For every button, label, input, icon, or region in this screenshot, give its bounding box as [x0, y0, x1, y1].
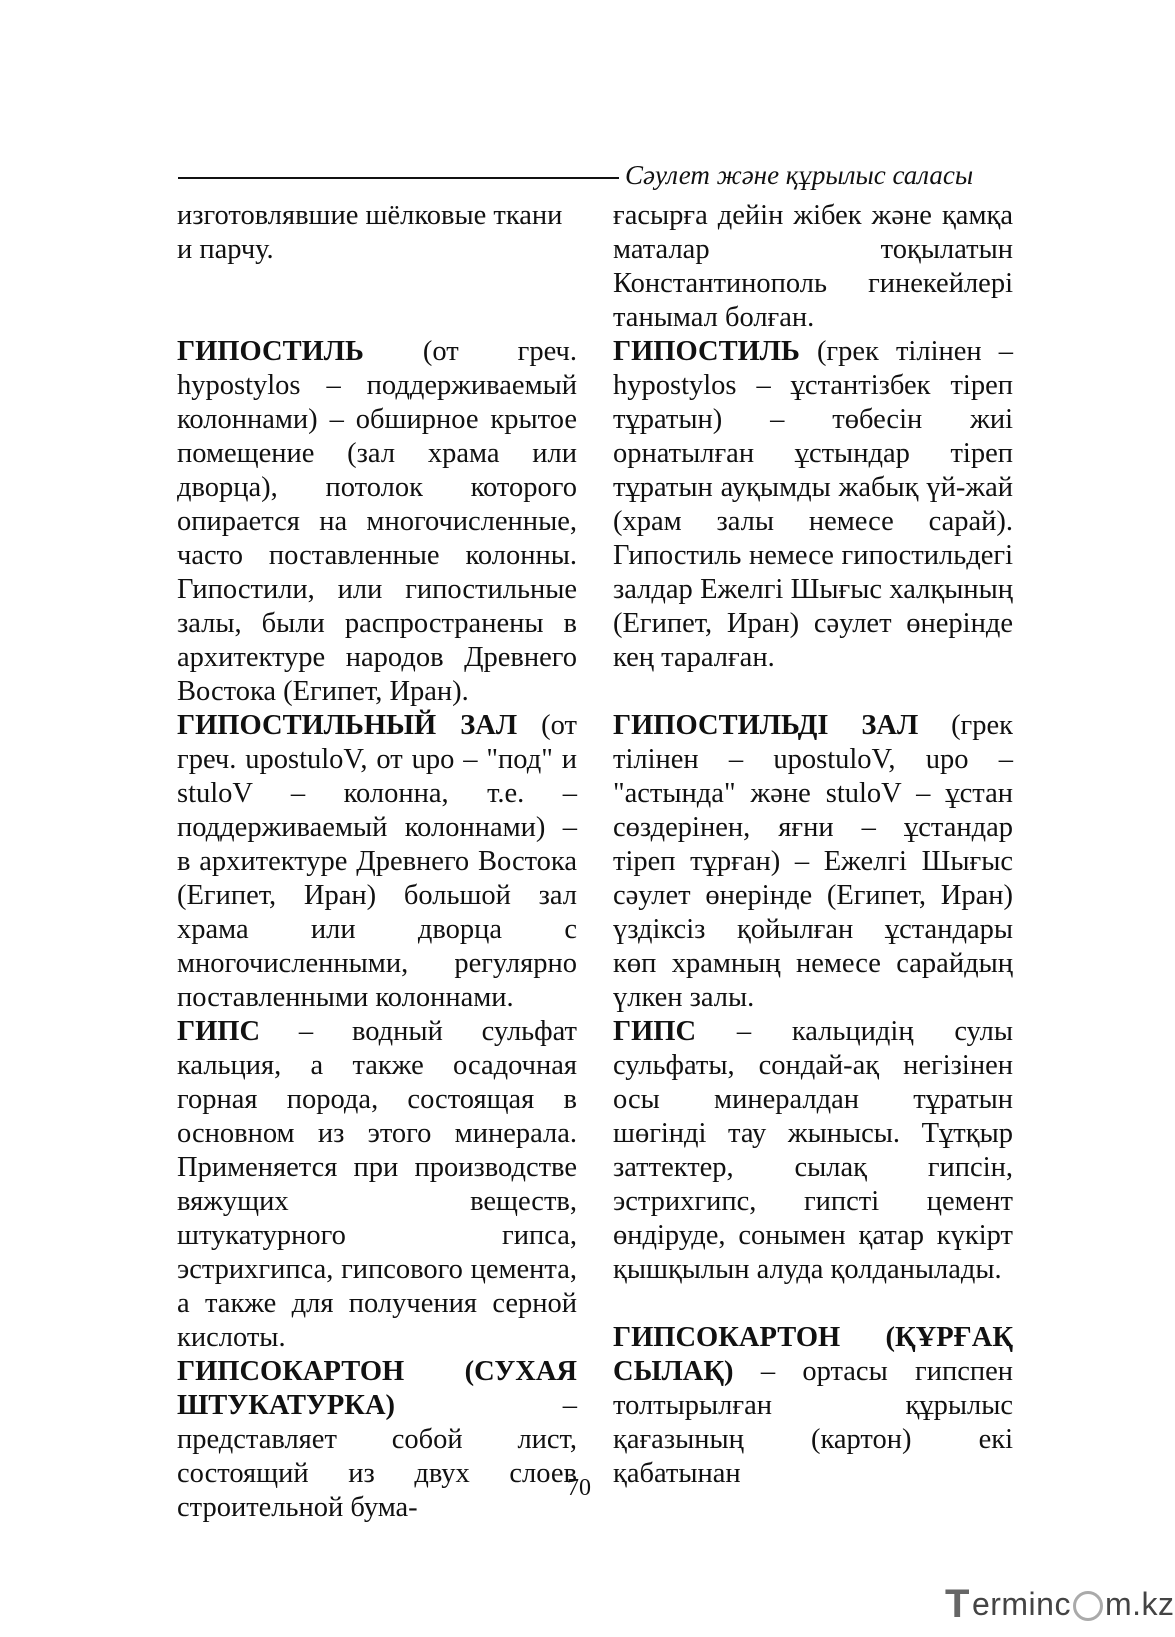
watermark-text: erminc: [971, 1586, 1071, 1622]
entry-term: ГИПС: [613, 1016, 697, 1047]
header-rule: [178, 177, 619, 179]
watermark-t: T: [945, 1582, 970, 1626]
entry-text: – ортасы гипспен толтырылған құрылыс қағазының (картон) екі қабатынан: [613, 1356, 1013, 1489]
entry-text: – представляет собой лист, состоящий из двух слоев строительной бума-: [177, 1390, 577, 1523]
entry-term: ГИПОСТИЛЬ: [177, 336, 364, 367]
right-entry-gypsum: [613, 1015, 1013, 1287]
entry-text: (от греч. upostuloV, от upo – "под" и stuloV – колонна, т.е. – поддерживаемый колоннами) – в архитектуре Древнего Востока (Египет, Иран) большой зал храма или дворца с многочисленными, регулярно поставленными колоннами.: [177, 710, 577, 1013]
watermark-logo: [945, 1582, 1175, 1627]
left-continuation: изготовлявшие шёлковые ткани и парчу.: [177, 200, 563, 265]
right-entry-drywall: [613, 1321, 1013, 1491]
entry-term: ГИПСОКАРТОН (ҚҰРҒАҚ СЫЛАҚ): [613, 1322, 1013, 1387]
entry-text: (грек тілінен – hypostylos – ұстантізбек тіреп тұратын) – төбесін жиі орнатылған ұстындар тіреп тұратын ауқымды жабық үй-жай (храм залы немесе сарай). Гипостиль немесе гипостильдегі залдар Ежелгі Шығыс халқының (Египет, Иран) сәулет өнерінде кең таралған.: [613, 336, 1013, 673]
entry-term: ГИПС: [177, 1016, 261, 1047]
entry-term: ГИПОСТИЛЬ: [613, 336, 800, 367]
left-entry-hypostyle: [177, 335, 577, 709]
left-column: [177, 199, 577, 1525]
entry-term: ГИПСОКАРТОН (СУХАЯ ШТУКАТУРКА): [177, 1356, 577, 1421]
magnifier-icon: [1073, 1591, 1103, 1621]
page-number: 70: [567, 1475, 591, 1501]
running-header: Сәулет және құрылыс саласы: [625, 160, 974, 190]
entry-text: – кальцидің сулы сульфаты, сондай-ақ негізінен осы минералдан тұратын шөгінді тау жынысы. Тұтқыр заттектер, сылақ гипсін, эстрихгипс, гипсті цемент өндіруде, сонымен қатар күкірт қышқылын алуда қолданылады.: [613, 1016, 1013, 1285]
entry-term: ГИПОСТИЛЬДІ ЗАЛ: [613, 710, 919, 741]
entry-text: (от греч. hypostylos – поддерживаемый колоннами) – обширное крытое помещение (зал храма или дворца), потолок которого опирается на многочисленные, часто поставленные колонны. Гипостили, или гипостильные залы, были распространены в архитектуре народов Древнего Востока (Египет, Иран).: [177, 336, 577, 707]
entry-text: – водный сульфат кальция, а также осадочная горная порода, состоящая в основном из этого минерала. Применяется при производстве вяжущих веществ, штукатурного гипса, эстрихгипса, гипсового цемента, а также для получения серной кислоты.: [177, 1016, 577, 1353]
left-entry-hypostyle-hall: [177, 709, 577, 1015]
entry-text: (грек тілінен – upostuloV, upo – "астында" және stuloV – ұстан сөздерінен, яғни – ұстандар тіреп тұрған) – Ежелгі Шығыс сәулет өнерінде (Египет, Иран) үздіксіз қойылған ұстандары көп храмның немесе сарайдың үлкен залы.: [613, 710, 1013, 1013]
entry-term: ГИПОСТИЛЬНЫЙ ЗАЛ: [177, 710, 518, 741]
left-entry-gypsum: [177, 1015, 577, 1355]
right-column: [613, 199, 1013, 1491]
right-entry-hypostyle: [613, 335, 1013, 675]
right-entry-hypostyle-hall: [613, 709, 1013, 1015]
right-continuation: ғасырға дейін жібек және қамқа маталар тоқылатын Константинополь гинекейлері танымал болған.: [613, 200, 1013, 333]
watermark-domain: m.kz: [1104, 1586, 1175, 1622]
